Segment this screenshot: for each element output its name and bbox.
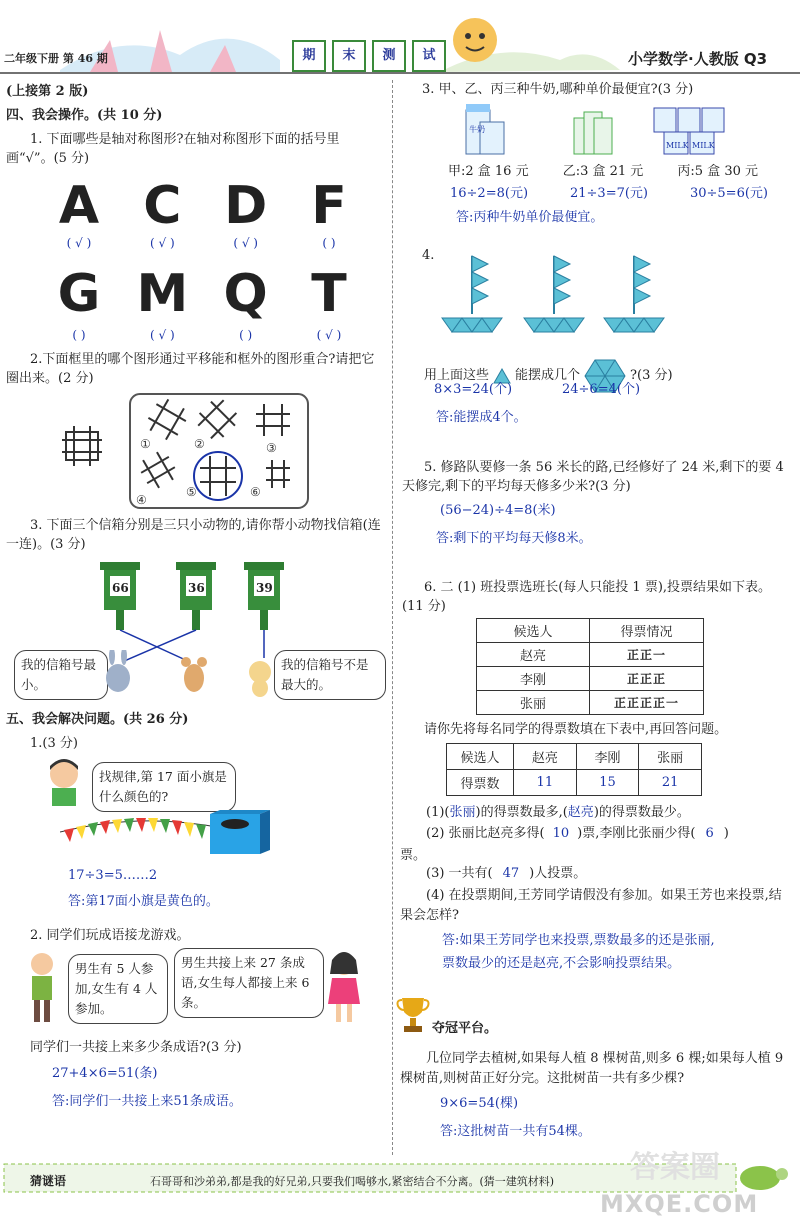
q6-3-text: (3) 一共有( — [426, 866, 493, 881]
problem-2-answer: 答:同学们一共接上来51条成语。 — [52, 1094, 242, 1109]
fig-num: ① — [140, 437, 151, 451]
box-icon — [210, 810, 270, 854]
fig-num: ③ — [266, 441, 277, 455]
letter: F — [311, 176, 347, 236]
problem-1-label: 1.(3 分) — [30, 736, 78, 751]
answer-mark: ( √ ) — [150, 328, 175, 342]
fig-num: ② — [194, 437, 205, 451]
letter: C — [143, 176, 182, 236]
vote-count: 21 — [639, 770, 702, 796]
letter: M — [136, 264, 189, 324]
q6-2-text: )票,李刚比张丽少得( — [577, 826, 696, 841]
milk-calc: 16÷2=8(元) — [450, 186, 529, 201]
tally-table — [476, 618, 704, 715]
sailboat-icon — [524, 256, 584, 332]
boy-kid-icon — [20, 950, 66, 1026]
milk-cartons-figure — [460, 102, 760, 158]
votes-table — [446, 743, 702, 796]
mailbox-icon — [244, 562, 284, 630]
banner-char: 末 — [332, 40, 366, 72]
speech-bubble-boys: 男生有 5 人参加,女生有 4 人参加。 — [68, 954, 168, 1024]
girl-icon — [322, 950, 366, 1026]
r4-text-2: 能摆成几个 — [515, 368, 581, 383]
question-4-3: 3. 下面三个信箱分别是三只小动物的,请你帮小动物找信箱(连一连)。(3 分) — [6, 518, 381, 552]
q6-2-answer-b: 6 — [705, 826, 714, 841]
r4-points: ?(3 分) — [630, 368, 673, 383]
table-header: 候选人 — [477, 619, 590, 643]
trophy-icon — [396, 994, 430, 1036]
r6-subprompt: 请你先将每名同学的得票数填在下表中,再回答问题。 — [424, 722, 728, 737]
milk-box-text: 牛奶 — [469, 125, 485, 134]
marks-row-1 — [44, 236, 364, 250]
answer-mark: ( √ ) — [66, 236, 92, 250]
table-header: 李刚 — [576, 744, 639, 770]
answer-mark: ( ) — [239, 328, 253, 342]
letter: T — [311, 264, 347, 324]
chick-icon — [249, 661, 271, 697]
milk-carton-bing-icon — [654, 108, 724, 154]
header-subject: 小学数学·人教版 Q3 — [628, 50, 768, 68]
hash-figure-icon — [62, 426, 102, 466]
rabbit-icon — [106, 650, 130, 692]
r4-calc-2: 24÷6=4(个) — [562, 382, 641, 397]
hash-figure-5 — [200, 456, 236, 496]
problem-1-answer: 答:第17面小旗是黄色的。 — [68, 894, 219, 909]
q6-2-text: (2) 张丽比赵亮多得( — [426, 826, 545, 841]
vote-count: 15 — [576, 770, 639, 796]
q6-2-tail: 票。 — [400, 848, 427, 863]
page-footer — [0, 1150, 800, 1231]
sailboat-icon — [442, 256, 502, 332]
candidate-name: 张丽 — [477, 691, 590, 715]
riddle-label: 猜谜语 — [30, 1174, 67, 1188]
candidate-name: 李刚 — [477, 667, 590, 691]
turtle-icon — [740, 1166, 788, 1190]
milk-calc: 30÷5=6(元) — [689, 186, 768, 201]
speech-bubble-girls: 男生共接上来 27 条成语,女生每人都接上来 6 条。 — [174, 948, 324, 1018]
milk-carton-yi-icon — [574, 112, 612, 154]
milk-labels — [448, 160, 758, 179]
q6-2-text: ) — [723, 826, 729, 841]
hash-figure-6 — [266, 460, 290, 488]
milk-calcs — [450, 182, 768, 201]
q6-1 — [426, 805, 690, 821]
column-divider — [392, 80, 393, 1155]
table-header: 候选人 — [447, 744, 514, 770]
letter: G — [57, 264, 101, 324]
champion-calc: 9×6=54(棵) — [440, 1096, 519, 1111]
speech-bubble-rabbit: 我的信箱号最小。 — [14, 650, 108, 700]
q6-3 — [426, 866, 586, 882]
vote-count: 11 — [514, 770, 577, 796]
table-header: 得票情况 — [590, 619, 704, 643]
answer-mark: ( √ ) — [316, 328, 342, 342]
problem-2-calc: 27+4×6=51(条) — [52, 1066, 158, 1081]
tally-marks: 正正正正一 — [590, 691, 704, 715]
boy-icon — [44, 758, 86, 808]
banner-char: 期 — [292, 40, 326, 72]
fig-num: ⑤ — [186, 485, 197, 499]
translation-figures — [60, 392, 310, 510]
q6-4-answer-2: 票数最少的还是赵亮,不会影响投票结果。 — [442, 956, 681, 971]
mailbox-number: 39 — [256, 581, 273, 595]
mailbox-icon — [100, 562, 140, 630]
hash-figure-3 — [256, 404, 290, 436]
champion-answer: 答:这批树苗一共有54棵。 — [440, 1124, 591, 1139]
mailbox-number: 36 — [188, 581, 205, 595]
q6-1-text: )的得票数最少。 — [593, 805, 690, 820]
watermark: MXQE.COM — [600, 1190, 759, 1218]
candidate-name: 赵亮 — [477, 643, 590, 667]
section-4-title: 四、我会操作。(共 10 分) — [6, 108, 163, 123]
row-label: 得票数 — [447, 770, 514, 796]
header-banner — [292, 40, 446, 72]
r3-answer: 答:丙种牛奶单价最便宜。 — [456, 210, 604, 225]
problem-1-calc: 17÷3=5……2 — [68, 868, 158, 883]
q6-4: (4) 在投票期间,王芳同学请假没有参加。如果王芳也来投票,结果会怎样? — [400, 888, 782, 923]
answer-mark: ( √ ) — [233, 236, 258, 250]
sailboats-figure — [440, 252, 680, 334]
header-grade: 二年级下册 第 46 期 — [4, 52, 108, 65]
milk-label: 丙:5 盒 30 元 — [677, 164, 758, 179]
q6-2 — [426, 826, 729, 842]
milk-calc: 21÷3=7(元) — [569, 186, 648, 201]
speech-bubble-chick: 我的信箱号不是最大的。 — [274, 650, 386, 700]
mailbox-number: 66 — [112, 581, 129, 595]
q6-1-text: (1)( — [426, 805, 450, 820]
speech-bubble-flags: 找规律,第 17 面小旗是什么颜色的? — [92, 762, 236, 812]
q6-4-answer-1: 答:如果王芳同学也来投票,票数最多的还是张丽, — [442, 933, 715, 948]
animals-figure — [104, 650, 274, 698]
milk-box-text: MILK — [692, 141, 715, 150]
mailbox-icon — [176, 562, 216, 630]
tally-marks: 正正一 — [590, 643, 704, 667]
answer-mark: ( ) — [72, 328, 86, 342]
answer-mark: ( √ ) — [150, 236, 175, 250]
milk-label: 乙:3 盒 21 元 — [562, 164, 644, 179]
q6-3-answer: 47 — [502, 866, 520, 881]
riddle-text: 石哥哥和沙弟弟,都是我的好兄弟,只要我们喝够水,紧密结合不分离。(猜一建筑材料) — [150, 1175, 555, 1188]
question-r5: 5. 修路队要修一条 56 米长的路,已经修好了 24 米,剩下的要 4 天修完,剩下的平均每天修多少米?(3 分) — [402, 460, 784, 494]
sailboat-icon — [604, 256, 664, 332]
letter: A — [58, 176, 100, 236]
q6-1-text: )的得票数最多,( — [475, 805, 568, 820]
letter: Q — [223, 264, 268, 324]
flags-figure — [60, 810, 274, 866]
problem-2-question: 同学们一共接上来多少条成语?(3 分) — [30, 1040, 242, 1055]
mouse-icon — [181, 657, 207, 692]
r4-calc-1: 8×3=24(个) — [434, 382, 513, 397]
r4-text-1: 用上面这些 — [424, 368, 490, 383]
watermark-cn: 答案圈 — [630, 1150, 720, 1185]
table-header: 赵亮 — [514, 744, 577, 770]
letters-row-2 — [44, 264, 364, 324]
fig-num: ④ — [136, 493, 147, 507]
answer-mark: ( ) — [322, 236, 336, 250]
letter: D — [224, 176, 268, 236]
q6-1-answer-most: 张丽 — [449, 805, 476, 820]
milk-carton-jia-icon — [466, 104, 504, 154]
question-4-1: 1. 下面哪些是轴对称图形?在轴对称图形下面的括号里画“√”。(5 分) — [6, 132, 340, 166]
page-header — [0, 0, 800, 78]
milk-label: 甲:2 盒 16 元 — [448, 164, 529, 179]
banner-char: 测 — [372, 40, 406, 72]
continued-note: (上接第 2 版) — [6, 84, 89, 99]
tally-marks: 正正正 — [590, 667, 704, 691]
milk-box-text: MILK — [666, 141, 689, 150]
problem-2-label: 2. 同学们玩成语接龙游戏。 — [30, 928, 190, 943]
r5-calc: (56−24)÷4=8(米) — [440, 503, 556, 518]
q6-1-answer-least: 赵亮 — [567, 805, 594, 820]
question-r6: 6. 二 (1) 班投票选班长(每人只能投 1 票),投票结果如下表。(11 分) — [402, 580, 772, 614]
champion-question: 几位同学去植树,如果每人植 8 棵树苗,则多 6 棵;如果每人植 9 棵树苗,则树苗正好分完。这批树苗一共有多少棵? — [400, 1051, 784, 1086]
hash-figure-4 — [136, 448, 180, 492]
question-4-2: 2.下面框里的哪个图形通过平移能和框外的图形重合?请把它圈出来。(2 分) — [6, 352, 375, 386]
banner-char: 试 — [412, 40, 446, 72]
marks-row-2 — [44, 328, 364, 342]
r4-answer: 答:能摆成4个。 — [436, 410, 527, 425]
question-r3: 3. 甲、乙、丙三种牛奶,哪种单价最便宜?(3 分) — [422, 82, 694, 97]
section-5-title: 五、我会解决问题。(共 26 分) — [6, 712, 189, 727]
table-header: 张丽 — [639, 744, 702, 770]
r5-answer: 答:剩下的平均每天修8米。 — [436, 531, 592, 546]
champion-title: 夺冠平台。 — [432, 1021, 498, 1036]
q6-2-answer-a: 10 — [552, 826, 570, 841]
q6-3-text: )人投票。 — [529, 866, 587, 881]
fig-num: ⑥ — [250, 485, 261, 499]
letters-row-1 — [44, 176, 364, 236]
question-r4: 4. — [422, 248, 435, 263]
